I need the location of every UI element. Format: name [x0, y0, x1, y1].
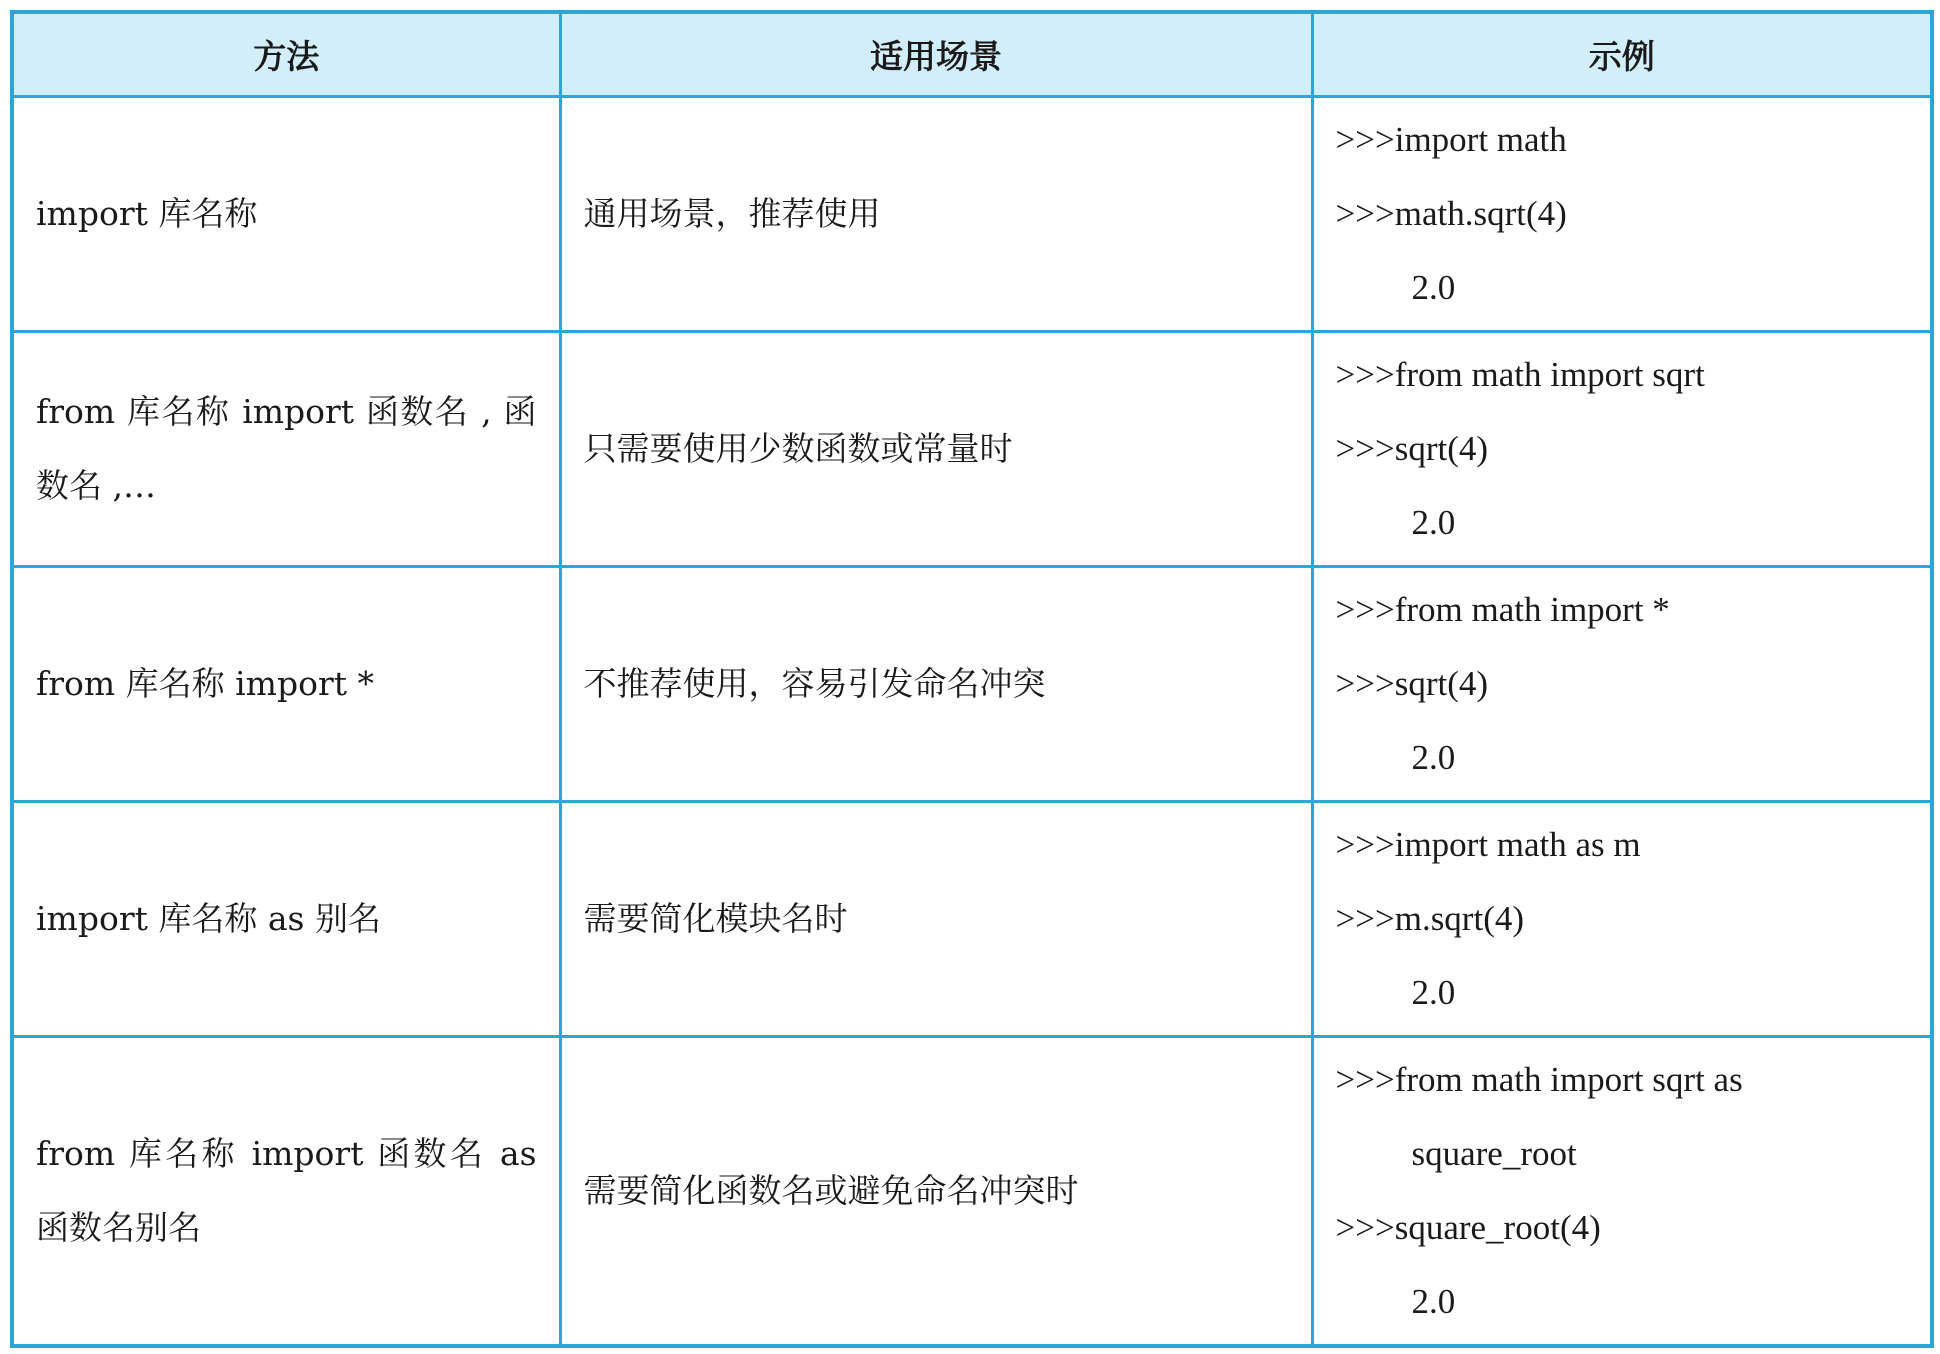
header-scene: 适用场景 [560, 12, 1312, 96]
example-line: >>>from math import sqrt as [1335, 1059, 1743, 1099]
example-line: >>>sqrt(4) [1335, 663, 1489, 703]
scene-cell: 不推荐使用，容易引发命名冲突 [560, 566, 1312, 801]
scene-cell: 通用场景，推荐使用 [560, 96, 1312, 331]
import-methods-table [10, 10, 1934, 1348]
table-row [12, 801, 1932, 1036]
method-text: import 库名称 [36, 193, 258, 233]
table-body [12, 96, 1932, 1346]
method-cell [12, 566, 560, 801]
scene-cell: 需要简化模块名时 [560, 801, 1312, 1036]
table-row [12, 566, 1932, 801]
table-header-row [12, 12, 1932, 96]
example-line: >>>import math [1335, 119, 1567, 159]
method-text: from 库名称 import 函数名 , 函数名 ,… [36, 391, 537, 505]
example-line: >>>from math import * [1335, 589, 1670, 629]
example-output-line: 2.0 [1411, 1281, 1456, 1321]
example-line: >>>from math import sqrt [1335, 354, 1705, 394]
example-line: >>>m.sqrt(4) [1335, 898, 1525, 938]
example-output-line: 2.0 [1411, 502, 1456, 542]
scene-cell: 只需要使用少数函数或常量时 [560, 331, 1312, 566]
example-line: >>>math.sqrt(4) [1335, 193, 1567, 233]
table-row [12, 1036, 1932, 1346]
method-text: from 库名称 import 函数名 as 函数名别名 [36, 1133, 537, 1247]
example-output-line: 2.0 [1411, 737, 1456, 777]
method-cell [12, 801, 560, 1036]
example-output-line: 2.0 [1411, 267, 1456, 307]
method-cell [12, 96, 560, 331]
scene-cell: 需要简化函数名或避免命名冲突时 [560, 1036, 1312, 1346]
example-cell [1312, 96, 1932, 331]
example-line: >>>square_root(4) [1335, 1207, 1601, 1247]
example-line: >>>import math as m [1335, 824, 1641, 864]
header-method: 方法 [12, 12, 560, 96]
method-text: from 库名称 import * [36, 663, 374, 703]
method-cell [12, 331, 560, 566]
table-row [12, 96, 1932, 331]
header-example: 示例 [1312, 12, 1932, 96]
import-methods-table-wrapper [10, 10, 1930, 1348]
table-row [12, 331, 1932, 566]
example-cell [1312, 331, 1932, 566]
example-cell [1312, 1036, 1932, 1346]
example-cell [1312, 801, 1932, 1036]
example-line: >>>sqrt(4) [1335, 428, 1489, 468]
method-text: import 库名称 as 别名 [36, 898, 381, 938]
example-output-line: 2.0 [1411, 972, 1456, 1012]
method-cell [12, 1036, 560, 1346]
example-line: square_root [1411, 1133, 1577, 1173]
example-cell [1312, 566, 1932, 801]
